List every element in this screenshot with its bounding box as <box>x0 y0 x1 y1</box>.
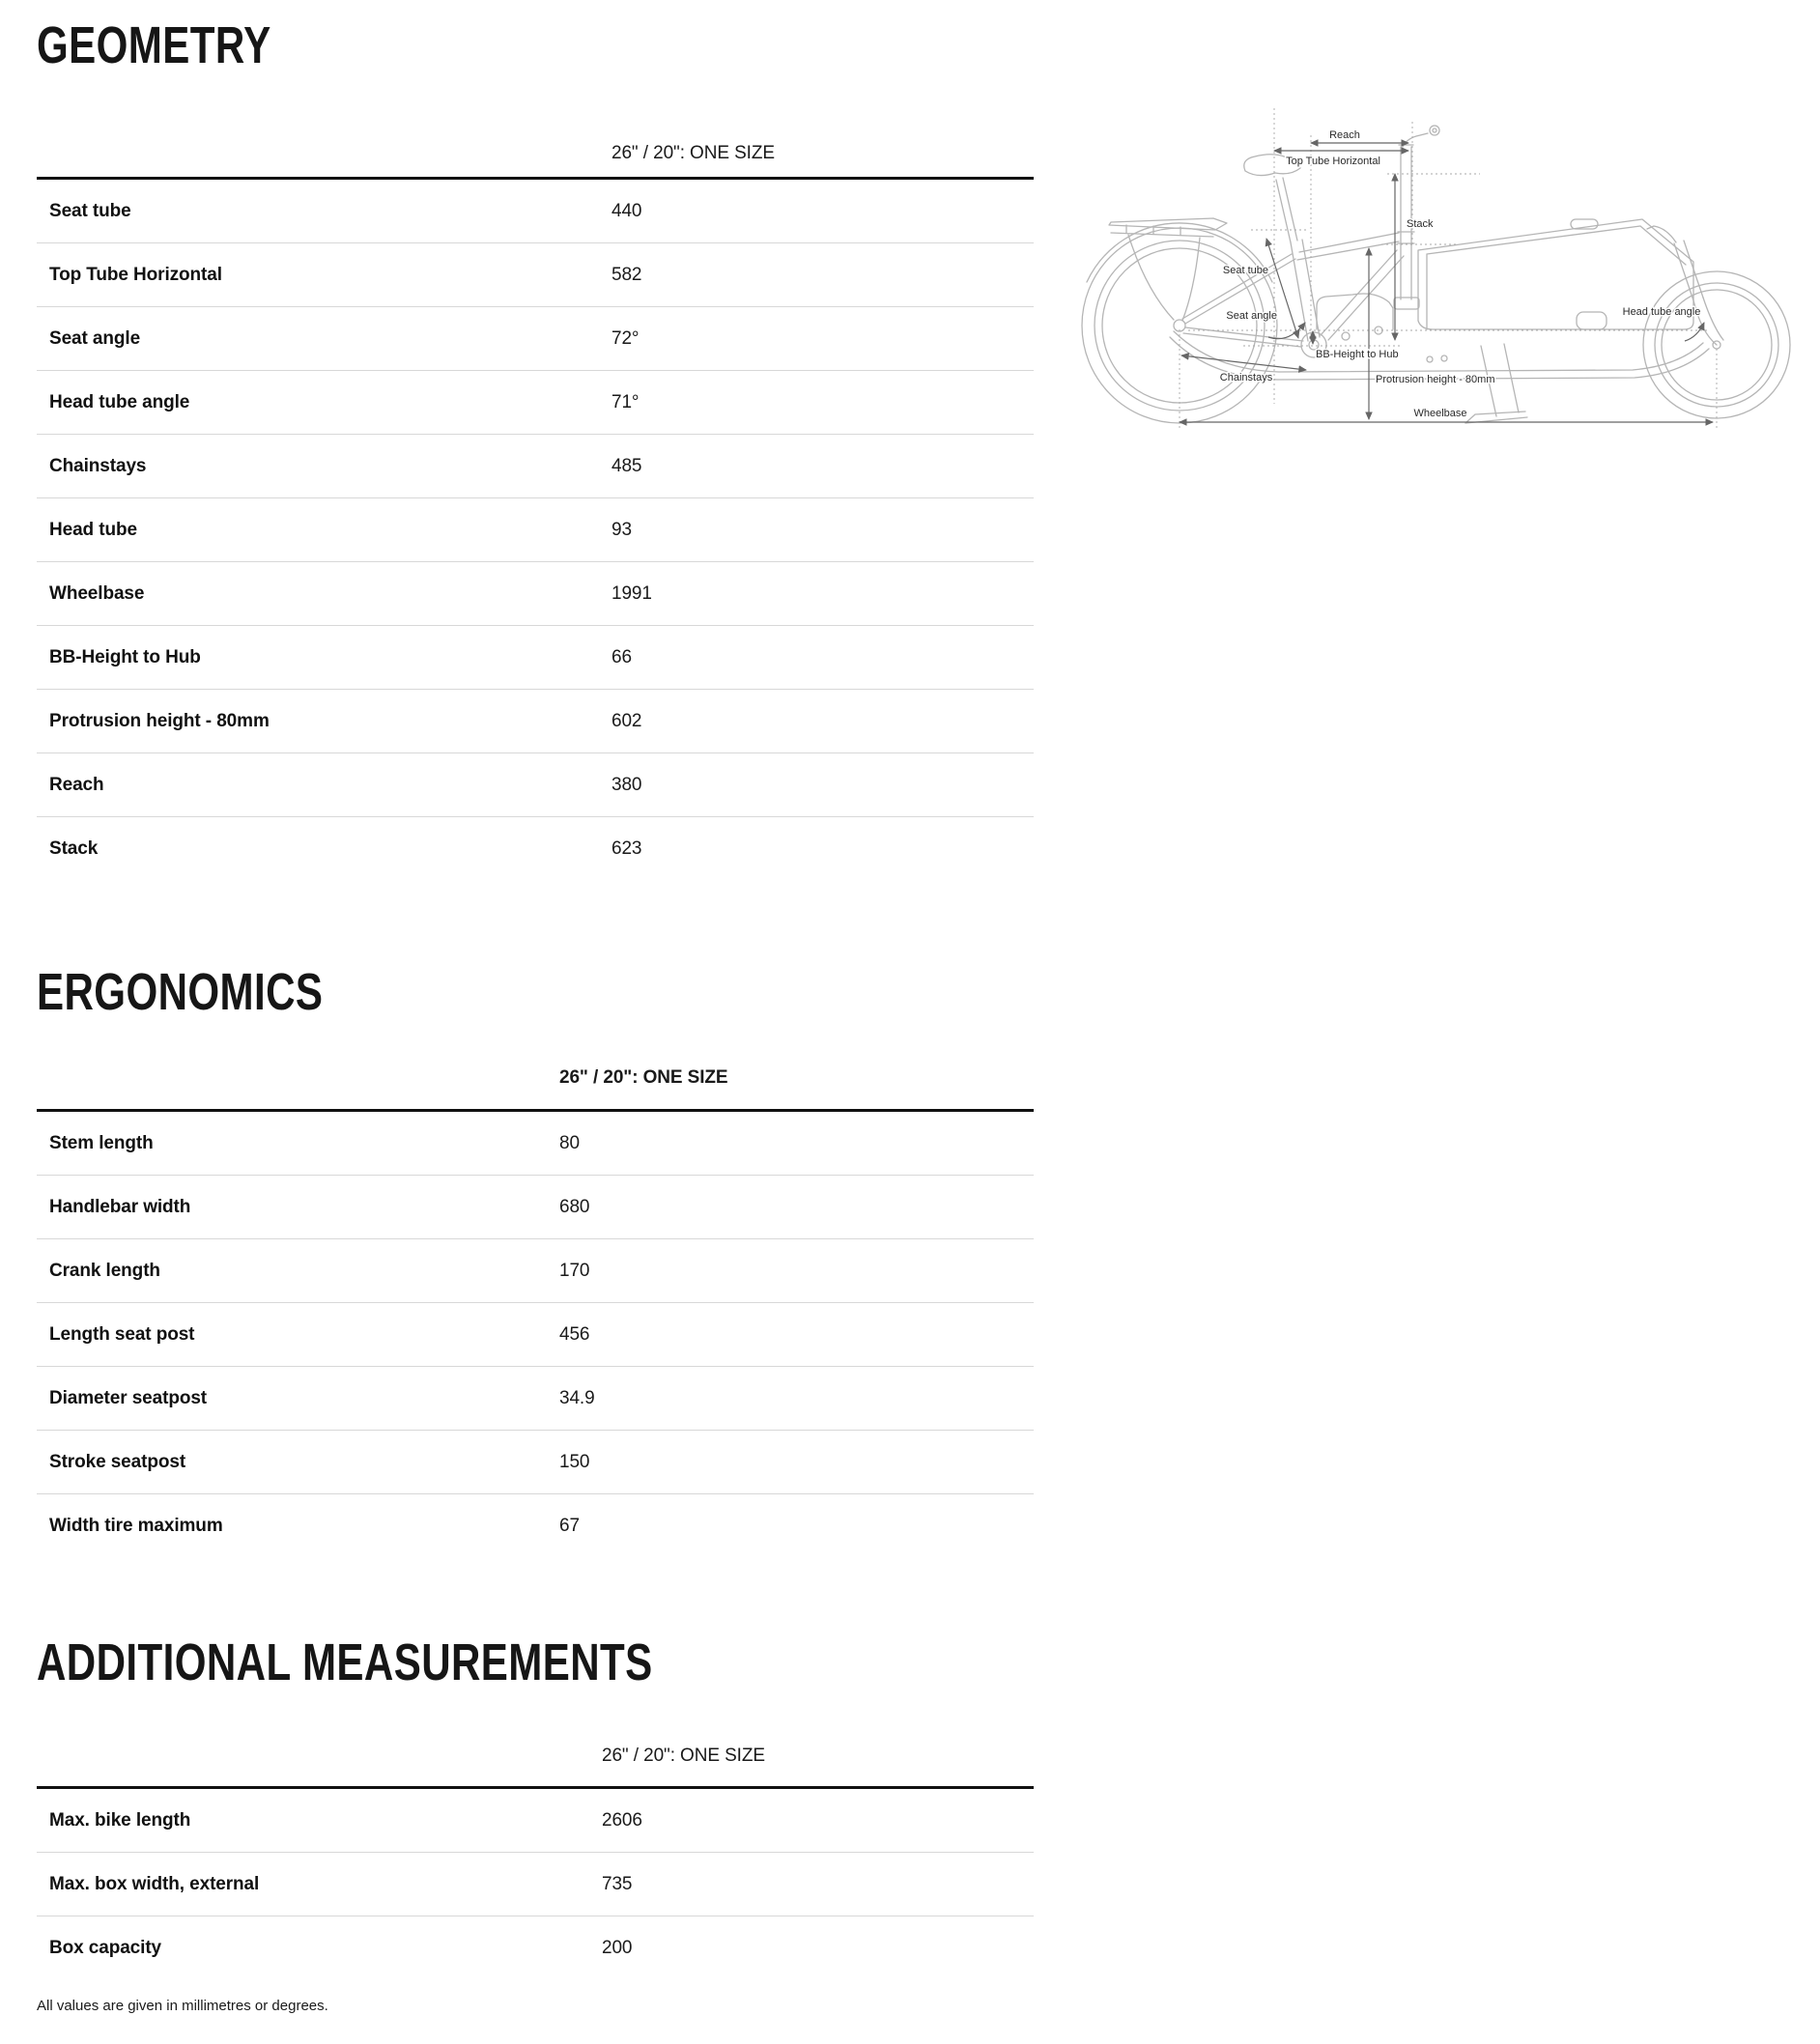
spec-label: Stem length <box>49 1132 154 1153</box>
spec-label: Diameter seatpost <box>49 1387 208 1408</box>
table-row <box>37 1303 1034 1367</box>
table-row <box>37 1494 1034 1557</box>
spec-label: Max. bike length <box>49 1809 191 1831</box>
spec-label: Seat tube <box>49 200 131 221</box>
table-row <box>37 1176 1034 1239</box>
spec-value: 623 <box>611 837 642 859</box>
spec-value: 34.9 <box>559 1387 595 1408</box>
table-row <box>37 690 1034 753</box>
diagram-label-wheelbase: Wheelbase <box>1413 408 1467 419</box>
spec-label: Top Tube Horizontal <box>49 264 222 285</box>
section-title-geometry: GEOMETRY <box>37 16 271 74</box>
spec-value: 1991 <box>611 582 652 604</box>
spec-value: 66 <box>611 646 632 667</box>
spec-label: Stack <box>49 837 99 859</box>
table-row <box>37 1239 1034 1303</box>
spec-label: Head tube <box>49 519 137 540</box>
spec-label: Handlebar width <box>49 1196 191 1217</box>
diagram-label-seat-angle: Seat angle <box>1226 310 1277 322</box>
diagram-label-head-tube-angle: Head tube angle <box>1622 306 1701 318</box>
table-row <box>37 1789 1034 1853</box>
spec-value: 735 <box>602 1873 633 1894</box>
table-row <box>37 817 1034 880</box>
size-header-ergonomics: 26" / 20": ONE SIZE <box>559 1067 728 1088</box>
spec-label: Wheelbase <box>49 582 145 604</box>
diagram-label-stack: Stack <box>1407 218 1434 230</box>
spec-value: 200 <box>602 1937 633 1958</box>
spec-value: 602 <box>611 710 642 731</box>
spec-label: BB-Height to Hub <box>49 646 201 667</box>
spec-value: 440 <box>611 200 642 221</box>
table-row <box>37 435 1034 498</box>
spec-value: 67 <box>559 1515 580 1536</box>
size-header-geometry: 26" / 20": ONE SIZE <box>611 143 775 163</box>
spec-value: 80 <box>559 1132 580 1153</box>
diagram-label-bb-height-to-hub: BB-Height to Hub <box>1316 349 1399 360</box>
table-row <box>37 498 1034 562</box>
table-row <box>37 307 1034 371</box>
ergonomics-table <box>37 1109 1034 1557</box>
diagram-label-top-tube-horizontal: Top Tube Horizontal <box>1286 156 1380 167</box>
diagram-label-protrusion-height: Protrusion height - 80mm <box>1376 374 1495 385</box>
diagram-label-seat-tube: Seat tube <box>1222 265 1268 276</box>
table-row <box>37 371 1034 435</box>
spec-value: 2606 <box>602 1809 642 1831</box>
spec-value: 71° <box>611 391 640 412</box>
spec-label: Box capacity <box>49 1937 162 1958</box>
table-row <box>37 1853 1034 1916</box>
spec-value: 485 <box>611 455 642 476</box>
spec-value: 582 <box>611 264 642 285</box>
bike-geometry-diagram <box>1063 92 1820 440</box>
table-row <box>37 243 1034 307</box>
table-row <box>37 753 1034 817</box>
spec-label: Chainstays <box>49 455 147 476</box>
table-row <box>37 562 1034 626</box>
spec-label: Head tube angle <box>49 391 190 412</box>
table-row <box>37 626 1034 690</box>
spec-value: 680 <box>559 1196 590 1217</box>
table-row <box>37 1916 1034 1979</box>
diagram-label-reach: Reach <box>1329 129 1360 141</box>
diagram-label-chainstays: Chainstays <box>1219 372 1273 383</box>
spec-value: 72° <box>611 327 640 349</box>
section-title-additional-measurements: ADDITIONAL MEASUREMENTS <box>37 1633 653 1691</box>
additional-measurements-table <box>37 1786 1034 1979</box>
table-row <box>37 1431 1034 1494</box>
spec-label: Seat angle <box>49 327 141 349</box>
spec-value: 170 <box>559 1260 590 1281</box>
spec-label: Stroke seatpost <box>49 1451 186 1472</box>
spec-label: Length seat post <box>49 1323 195 1345</box>
spec-value: 456 <box>559 1323 590 1345</box>
spec-label: Reach <box>49 774 104 795</box>
table-row <box>37 180 1034 243</box>
geometry-table <box>37 177 1034 880</box>
table-row <box>37 1367 1034 1431</box>
spec-label: Max. box width, external <box>49 1873 260 1894</box>
spec-value: 93 <box>611 519 632 540</box>
spec-value: 380 <box>611 774 642 795</box>
spec-label: Crank length <box>49 1260 160 1281</box>
spec-value: 150 <box>559 1451 590 1472</box>
table-row <box>37 1112 1034 1176</box>
spec-label: Protrusion height - 80mm <box>49 710 270 731</box>
section-title-ergonomics: ERGONOMICS <box>37 963 324 1021</box>
size-header-additional: 26" / 20": ONE SIZE <box>602 1746 765 1766</box>
units-footnote: All values are given in millimetres or degrees. <box>37 1998 328 2014</box>
spec-label: Width tire maximum <box>49 1515 223 1536</box>
